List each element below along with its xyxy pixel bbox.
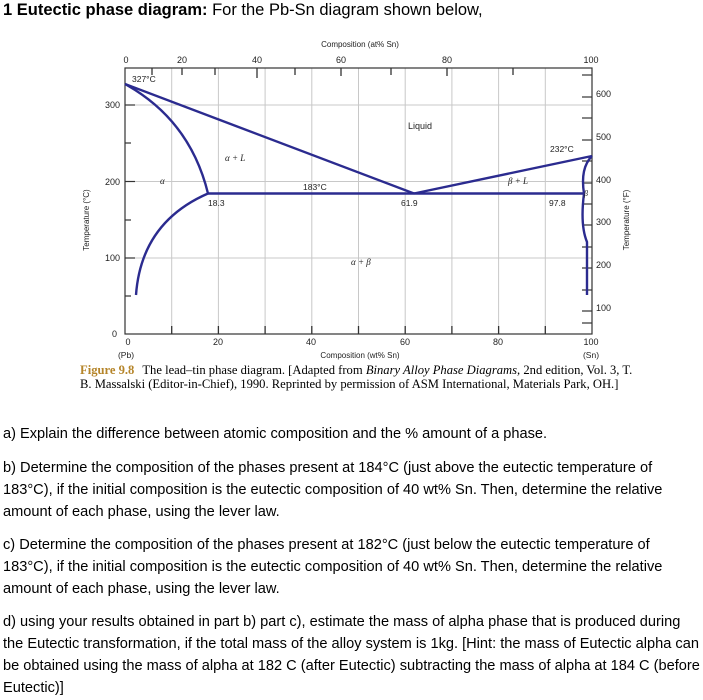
caption-text-1: The lead–tin phase diagram. [Adapted from <box>142 363 366 377</box>
left-axis-ticks <box>125 105 135 296</box>
question-d <box>3 611 703 699</box>
question-c-text: c) Determine the composition of the phases present at 182°C (just below the eutectic temperature of 183°C), if the initial composition is the eutectic composition of 40 wt% Sn. Then, determine the relative amount of each phase, using the lever law. <box>3 537 663 597</box>
left-tick-200: 200 <box>104 177 120 187</box>
question-a <box>3 423 703 445</box>
question-c <box>3 534 703 600</box>
left-tick-0: 0 <box>111 329 117 339</box>
right-tick-600: 600 <box>596 89 612 99</box>
eutectic-composition-label: 61.9 <box>401 198 418 208</box>
bottom-tick-40: 40 <box>305 337 317 347</box>
caption-text-2: 2nd edition, Vol. 3, T. B. Massalski (Editor-in-Chief), 1990. Reprinted by permission of ASM International, Materials Park, OH.] <box>80 363 633 391</box>
alpha-plus-beta-label: α + β <box>351 257 371 267</box>
question-b-text: b) Determine the composition of the phases present at 184°C (just above the eutectic temperature of 183°C), if the initial composition is the eutectic composition of 40 wt% Sn. Then, determine the relative amount of each phase, using the lever law. <box>3 460 663 520</box>
sn-end-label: (Sn) <box>582 350 600 360</box>
top-tick-100: 100 <box>583 55 599 65</box>
question-b <box>3 457 703 523</box>
top-tick-0: 0 <box>123 55 129 65</box>
problem-title: 1 Eutectic phase diagram: <box>3 1 208 19</box>
left-axis-title: Temperature (°C) <box>82 189 91 251</box>
right-axis-title: Temperature (°F) <box>622 189 631 251</box>
alpha-region-label: α <box>160 176 165 186</box>
solidus-beta <box>583 156 592 194</box>
left-tick-100: 100 <box>104 253 120 263</box>
liquidus-sn-side <box>414 156 592 194</box>
left-tick-300: 300 <box>104 100 120 110</box>
question-d-text: d) using your results obtained in part b) part c), estimate the mass of alpha phase that is produced during the Eutectic transformation, if the total mass of the alloy system is 1kg. [Hint: the mass of Eutectic alpha can be obtained using the mass of alpha at 182 C (after Eutectic) subtracting the mass of alpha at 184 C (before Eutectic)] <box>3 614 700 696</box>
top-tick-40: 40 <box>251 55 263 65</box>
beta-region-label: β <box>584 189 588 198</box>
liquidus-pb-side <box>125 84 414 194</box>
pb-melting-label: 327°C <box>132 74 156 84</box>
bottom-axis-title: Composition (wt% Sn) <box>320 351 400 360</box>
bottom-tick-100: 100 <box>583 337 599 347</box>
top-axis-title: Composition (at% Sn) <box>321 40 399 49</box>
figure-caption <box>80 363 640 391</box>
liquid-region-label: Liquid <box>408 121 433 131</box>
bottom-tick-80: 80 <box>492 337 504 347</box>
pb-end-label: (Pb) <box>117 350 135 360</box>
beta-plus-liquid-label: β + L <box>508 176 529 186</box>
top-tick-60: 60 <box>335 55 347 65</box>
alpha-max-solubility-label: 18.3 <box>208 198 225 208</box>
right-tick-300: 300 <box>596 217 612 227</box>
right-tick-100: 100 <box>596 303 612 313</box>
bottom-tick-60: 60 <box>399 337 411 347</box>
right-tick-200: 200 <box>596 260 612 270</box>
bottom-axis-ticks <box>172 326 546 334</box>
beta-max-solubility-label: 97.8 <box>549 198 566 208</box>
solvus-beta <box>583 194 587 296</box>
sn-melting-label: 232°C <box>550 144 574 154</box>
bottom-tick-0: 0 <box>125 337 131 347</box>
top-axis-ticks <box>152 68 513 78</box>
top-tick-20: 20 <box>176 55 188 65</box>
right-tick-500: 500 <box>596 132 612 142</box>
figure-number: Figure 9.8 <box>80 363 135 377</box>
right-tick-400: 400 <box>596 175 612 185</box>
eutectic-temp-label: 183°C <box>303 182 327 192</box>
top-tick-80: 80 <box>441 55 453 65</box>
question-a-text: a) Explain the difference between atomic composition and the % amount of a phase. <box>3 426 548 442</box>
alpha-plus-liquid-label: α + L <box>225 153 246 163</box>
bottom-tick-20: 20 <box>212 337 224 347</box>
caption-source-title: Binary Alloy Phase Diagrams, <box>365 363 521 377</box>
problem-intro: For the Pb-Sn diagram shown below, <box>207 1 483 19</box>
